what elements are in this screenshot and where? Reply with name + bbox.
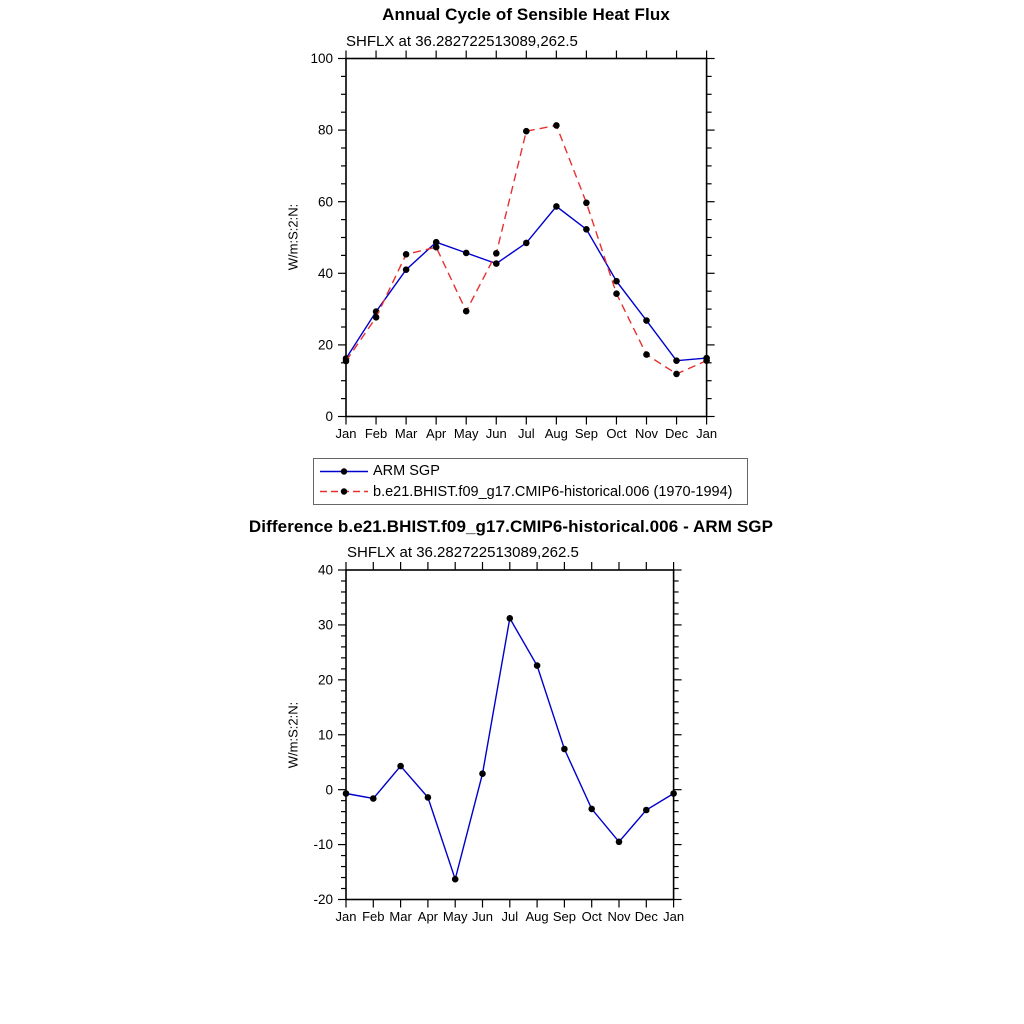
chart-1 bbox=[313, 562, 684, 924]
data-point-marker bbox=[370, 795, 377, 802]
data-point-marker bbox=[397, 763, 404, 770]
solid-line-sample-icon bbox=[318, 465, 370, 478]
data-point-marker bbox=[553, 122, 560, 129]
svg-text:Jan: Jan bbox=[335, 426, 357, 441]
legend-marker-dot bbox=[341, 489, 347, 495]
data-point-marker bbox=[493, 250, 500, 257]
svg-text:10: 10 bbox=[317, 727, 333, 743]
data-point-marker bbox=[523, 128, 530, 135]
data-point-marker bbox=[553, 203, 560, 210]
svg-text:Nov: Nov bbox=[634, 426, 659, 441]
svg-text:Jan: Jan bbox=[696, 426, 718, 441]
svg-text:0: 0 bbox=[325, 782, 333, 798]
data-point-marker bbox=[643, 807, 650, 814]
annual-cycle-chart-subtitle: SHFLX at 36.282722513089,262.5 bbox=[346, 33, 578, 50]
data-point-marker bbox=[613, 278, 620, 285]
svg-text:Jun: Jun bbox=[485, 426, 507, 441]
legend-label-model: b.e21.BHIST.f09_g17.CMIP6-historical.006 (1970-1994) bbox=[373, 483, 733, 500]
svg-text:Dec: Dec bbox=[664, 426, 689, 441]
data-point-marker bbox=[643, 351, 650, 358]
svg-text:Oct: Oct bbox=[581, 909, 602, 924]
legend-marker-dot bbox=[341, 468, 347, 474]
svg-text:-10: -10 bbox=[313, 837, 333, 853]
svg-text:Aug: Aug bbox=[525, 909, 549, 924]
svg-text:Mar: Mar bbox=[394, 426, 418, 441]
data-point-marker bbox=[493, 260, 500, 267]
svg-text:May: May bbox=[453, 426, 479, 441]
difference-y-axis-label: W/m:S:2:N: bbox=[285, 701, 301, 769]
difference-chart-subtitle: SHFLX at 36.282722513089,262.5 bbox=[347, 544, 579, 561]
svg-text:Apr: Apr bbox=[426, 426, 447, 441]
data-point-marker bbox=[463, 308, 470, 315]
series-b-e21-bhist-f09-g17-cmip6-historical-006-1970-1994- bbox=[343, 122, 710, 377]
svg-text:20: 20 bbox=[317, 337, 333, 353]
data-point-marker bbox=[507, 615, 514, 622]
svg-text:Jun: Jun bbox=[472, 909, 493, 924]
svg-text:-20: -20 bbox=[313, 892, 333, 908]
data-point-marker bbox=[616, 839, 623, 846]
svg-text:Feb: Feb bbox=[362, 909, 385, 924]
data-point-marker bbox=[373, 314, 380, 321]
data-point-marker bbox=[534, 662, 541, 669]
svg-text:Dec: Dec bbox=[634, 909, 658, 924]
data-point-marker bbox=[670, 790, 677, 797]
svg-text:Sep: Sep bbox=[574, 426, 598, 441]
legend-item-arm-sgp bbox=[318, 461, 747, 481]
svg-text:Jan: Jan bbox=[335, 909, 357, 924]
svg-text:0: 0 bbox=[325, 409, 333, 425]
data-point-marker bbox=[433, 244, 440, 251]
data-point-marker bbox=[463, 250, 470, 257]
data-point-marker bbox=[583, 200, 590, 207]
legend-item-model bbox=[318, 482, 747, 502]
svg-text:40: 40 bbox=[317, 265, 333, 281]
data-point-marker bbox=[479, 770, 486, 777]
data-point-marker bbox=[452, 876, 459, 883]
data-point-marker bbox=[673, 371, 680, 378]
data-point-marker bbox=[403, 251, 410, 258]
data-point-marker bbox=[643, 317, 650, 324]
svg-text:60: 60 bbox=[317, 194, 333, 210]
svg-text:Apr: Apr bbox=[417, 909, 439, 924]
data-point-marker bbox=[425, 794, 432, 801]
svg-text:30: 30 bbox=[317, 617, 333, 633]
svg-text:Aug: Aug bbox=[544, 426, 568, 441]
svg-text:Sep: Sep bbox=[552, 909, 576, 924]
data-point-marker bbox=[588, 806, 595, 813]
svg-text:Oct: Oct bbox=[606, 426, 627, 441]
dashed-line-sample-icon bbox=[318, 485, 370, 498]
svg-text:May: May bbox=[442, 909, 468, 924]
annual-cycle-y-axis-label: W/m:S:2:N: bbox=[285, 203, 301, 271]
data-point-marker bbox=[613, 290, 620, 297]
data-point-marker bbox=[403, 266, 410, 273]
legend bbox=[313, 458, 748, 505]
svg-text:Jul: Jul bbox=[517, 426, 535, 441]
data-point-marker bbox=[561, 746, 568, 753]
svg-text:Feb: Feb bbox=[364, 426, 388, 441]
chart-0 bbox=[310, 51, 717, 442]
data-point-marker bbox=[673, 357, 680, 364]
series-arm-sgp bbox=[343, 203, 710, 364]
svg-text:20: 20 bbox=[317, 672, 333, 688]
svg-text:Nov: Nov bbox=[607, 909, 631, 924]
data-point-marker bbox=[523, 240, 530, 247]
annual-cycle-chart-title: Annual Cycle of Sensible Heat Flux bbox=[382, 5, 670, 24]
difference-chart-title: Difference b.e21.BHIST.f09_g17.CMIP6-historical.006 - ARM SGP bbox=[248, 517, 774, 536]
series-difference bbox=[343, 615, 677, 883]
svg-text:40: 40 bbox=[317, 562, 333, 578]
svg-text:100: 100 bbox=[310, 51, 333, 67]
svg-text:Jan: Jan bbox=[663, 909, 685, 924]
data-point-marker bbox=[703, 357, 710, 364]
svg-text:Mar: Mar bbox=[389, 909, 412, 924]
svg-text:Jul: Jul bbox=[501, 909, 519, 924]
y-axis bbox=[313, 563, 681, 908]
y-axis bbox=[310, 51, 714, 424]
legend-label-arm-sgp: ARM SGP bbox=[373, 463, 440, 480]
svg-text:80: 80 bbox=[317, 122, 333, 138]
plot-frame bbox=[346, 59, 707, 417]
data-point-marker bbox=[583, 226, 590, 233]
data-point-marker bbox=[343, 358, 350, 365]
data-point-marker bbox=[343, 790, 350, 797]
